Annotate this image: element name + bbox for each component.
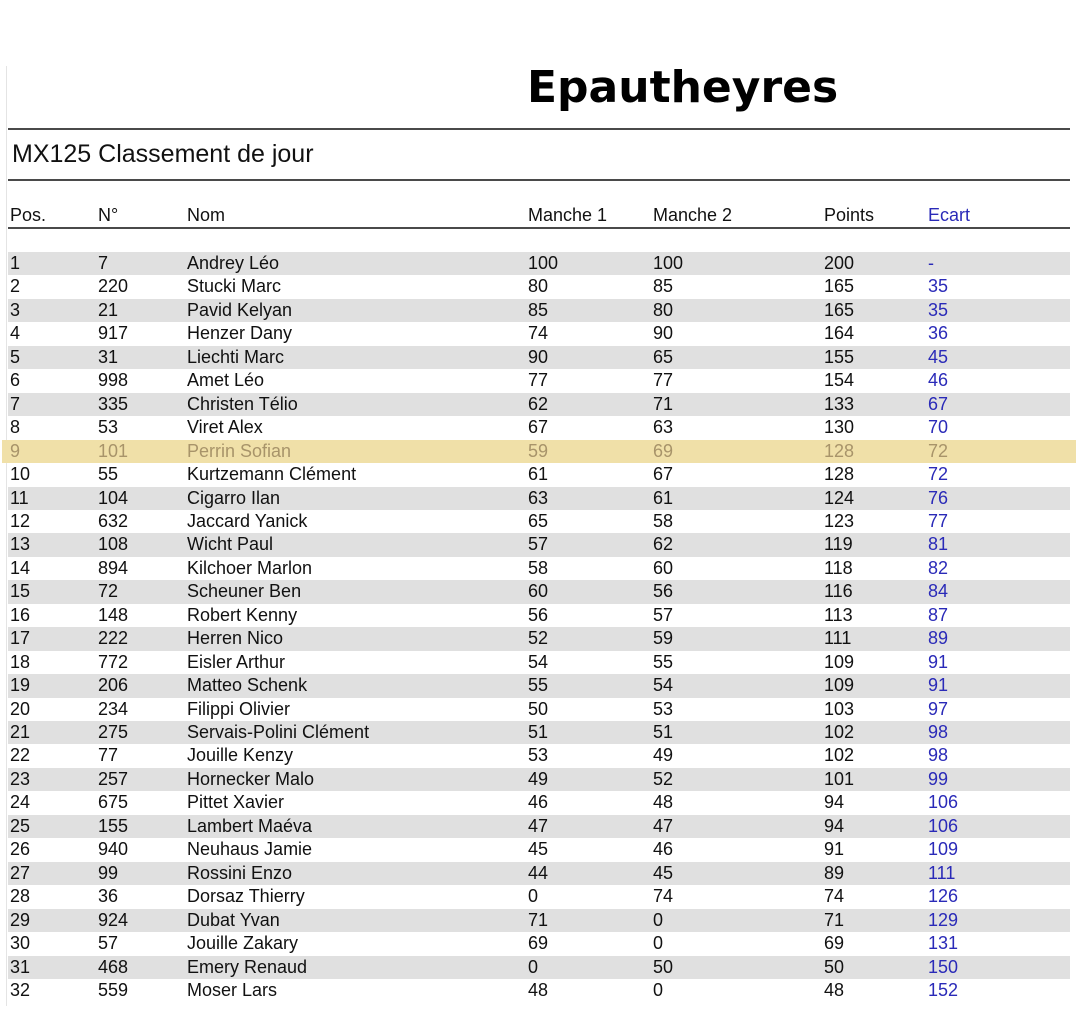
cell-ecart: 131 (928, 933, 959, 954)
cell-manche-2: 51 (653, 722, 674, 742)
table-row (8, 627, 1070, 650)
cell-ecart: 129 (928, 909, 959, 930)
cell-ecart: 126 (928, 886, 959, 907)
cell-ecart: 36 (928, 323, 949, 344)
cell-ecart: 91 (928, 675, 949, 696)
table-row (8, 604, 1070, 627)
table-row (8, 698, 1070, 721)
cell-manche-1: 59 (528, 440, 549, 461)
cell-ecart: 35 (928, 276, 949, 297)
cell-points: 130 (824, 417, 855, 438)
cell-name: Robert Kenny (187, 604, 298, 625)
table-header (0, 203, 1080, 227)
cell-pos: 28 (10, 886, 31, 907)
cell-manche-2: 65 (653, 346, 674, 367)
cell-pos: 17 (10, 628, 31, 649)
cell-manche-1: 61 (528, 464, 549, 485)
cell-pos: 12 (10, 510, 31, 531)
table-row (8, 275, 1070, 298)
table-row (8, 932, 1070, 955)
cell-points: 155 (824, 346, 855, 367)
table-row (8, 909, 1070, 932)
cell-pos: 19 (10, 675, 31, 696)
header-points: Points (824, 205, 875, 225)
cell-points: 111 (824, 628, 852, 649)
cell-manche-1: 63 (528, 487, 549, 508)
header-pos: Pos. (10, 205, 47, 225)
cell-pos: 5 (10, 346, 21, 367)
cell-number: 257 (98, 768, 129, 789)
cell-manche-2: 58 (653, 510, 674, 531)
cell-manche-1: 52 (528, 628, 549, 649)
cell-manche-1: 47 (528, 815, 549, 836)
table-row (8, 510, 1070, 533)
cell-name: Amet Léo (187, 370, 265, 391)
table-row (8, 815, 1070, 838)
cell-number: 675 (98, 792, 129, 813)
cell-number: 940 (98, 839, 129, 860)
classification-title: MX125 Classement de jour (12, 140, 314, 168)
cell-number: 559 (98, 979, 129, 1000)
cell-manche-2: 60 (653, 557, 674, 578)
cell-ecart: 70 (928, 417, 949, 438)
cell-points: 119 (824, 534, 853, 555)
cell-name: Dorsaz Thierry (187, 886, 305, 907)
cell-ecart: 150 (928, 956, 959, 977)
cell-manche-1: 48 (528, 979, 549, 1000)
cell-pos: 31 (10, 956, 31, 977)
header-number: N° (98, 205, 119, 225)
cell-pos: 3 (10, 299, 21, 320)
cell-number: 206 (98, 675, 129, 696)
cell-manche-2: 0 (653, 979, 664, 1000)
cell-manche-1: 65 (528, 510, 549, 531)
cell-ecart: 76 (928, 487, 949, 508)
cell-manche-1: 55 (528, 675, 549, 696)
cell-pos: 13 (10, 534, 31, 555)
divider-header (8, 227, 1070, 229)
table-row (8, 580, 1070, 603)
table-row (8, 979, 1070, 1002)
table-row (8, 322, 1070, 345)
cell-manche-1: 69 (528, 933, 549, 954)
cell-ecart: 109 (928, 839, 959, 860)
cell-name: Moser Lars (187, 979, 278, 1000)
cell-pos: 32 (10, 979, 31, 1000)
cell-name: Scheuner Ben (187, 581, 302, 602)
cell-manche-1: 67 (528, 417, 549, 438)
cell-manche-2: 100 (653, 253, 684, 273)
cell-manche-1: 49 (528, 768, 549, 789)
cell-manche-1: 100 (528, 253, 559, 273)
cell-points: 91 (824, 839, 845, 860)
table-row (8, 768, 1070, 791)
cell-name: Herren Nico (187, 628, 284, 649)
cell-manche-1: 71 (528, 909, 549, 930)
cell-manche-1: 45 (528, 839, 549, 860)
cell-manche-1: 50 (528, 698, 549, 719)
cell-points: 89 (824, 862, 845, 883)
cell-points: 102 (824, 745, 855, 766)
cell-number: 36 (98, 886, 119, 907)
cell-name: Rossini Enzo (187, 862, 293, 883)
cell-ecart: 106 (928, 815, 959, 836)
cell-ecart: 82 (928, 557, 949, 578)
cell-points: 133 (824, 393, 855, 414)
cell-pos: 11 (10, 487, 29, 508)
cell-pos: 9 (10, 440, 21, 461)
cell-name: Lambert Maéva (187, 815, 313, 836)
cell-ecart: 45 (928, 346, 949, 367)
cell-manche-1: 53 (528, 745, 549, 766)
cell-pos: 27 (10, 862, 31, 883)
cell-name: Christen Télio (187, 393, 298, 414)
cell-pos: 2 (10, 276, 21, 297)
divider-top (8, 128, 1070, 130)
cell-ecart: 98 (928, 745, 949, 766)
cell-name: Jaccard Yanick (187, 510, 308, 531)
cell-ecart: - (928, 253, 934, 273)
cell-number: 31 (98, 346, 119, 367)
cell-manche-2: 61 (653, 487, 674, 508)
cell-points: 69 (824, 933, 845, 954)
cell-points: 109 (824, 675, 855, 696)
cell-number: 222 (98, 628, 129, 649)
cell-number: 21 (98, 299, 119, 320)
cell-ecart: 87 (928, 604, 949, 625)
table-row (8, 369, 1070, 392)
cell-points: 102 (824, 722, 855, 742)
cell-pos: 18 (10, 651, 31, 672)
cell-ecart: 46 (928, 370, 949, 391)
cell-name: Stucki Marc (187, 276, 282, 297)
cell-number: 57 (98, 933, 119, 954)
cell-points: 124 (824, 487, 855, 508)
cell-points: 154 (824, 370, 855, 391)
cell-points: 165 (824, 276, 855, 297)
cell-pos: 8 (10, 417, 21, 438)
cell-pos: 15 (10, 581, 31, 602)
cell-ecart: 97 (928, 698, 949, 719)
header-ecart: Ecart (928, 205, 971, 225)
cell-manche-2: 90 (653, 323, 674, 344)
cell-manche-1: 77 (528, 370, 549, 391)
table-row (8, 299, 1070, 322)
cell-manche-2: 63 (653, 417, 674, 438)
cell-number: 275 (98, 722, 129, 742)
cell-name: Cigarro Ilan (187, 487, 281, 508)
cell-pos: 25 (10, 815, 31, 836)
cell-number: 155 (98, 815, 129, 836)
cell-points: 103 (824, 698, 855, 719)
cell-manche-2: 59 (653, 628, 674, 649)
cell-manche-1: 58 (528, 557, 549, 578)
table-row (8, 721, 1070, 744)
cell-points: 94 (824, 815, 845, 836)
cell-manche-2: 62 (653, 534, 674, 555)
cell-ecart: 77 (928, 510, 949, 531)
cell-name: Emery Renaud (187, 956, 308, 977)
cell-manche-1: 57 (528, 534, 549, 555)
cell-points: 113 (824, 604, 853, 625)
cell-ecart: 111 (928, 862, 956, 883)
cell-number: 53 (98, 417, 119, 438)
cell-points: 48 (824, 979, 845, 1000)
table-row (8, 674, 1070, 697)
table-row (8, 416, 1070, 439)
cell-manche-2: 48 (653, 792, 674, 813)
cell-name: Wicht Paul (187, 534, 274, 555)
cell-number: 772 (98, 651, 129, 672)
cell-ecart: 152 (928, 979, 959, 1000)
cell-manche-2: 85 (653, 276, 674, 297)
cell-manche-1: 46 (528, 792, 549, 813)
cell-ecart: 106 (928, 792, 959, 813)
cell-name: Andrey Léo (187, 253, 280, 273)
cell-manche-1: 90 (528, 346, 549, 367)
cell-pos: 29 (10, 909, 31, 930)
cell-ecart: 81 (928, 534, 949, 555)
cell-points: 109 (824, 651, 855, 672)
cell-ecart: 67 (928, 393, 949, 414)
cell-manche-2: 67 (653, 464, 674, 485)
cell-pos: 22 (10, 745, 31, 766)
cell-pos: 30 (10, 933, 31, 954)
cell-manche-1: 54 (528, 651, 549, 672)
table-row (2, 440, 1076, 463)
cell-ecart: 72 (928, 440, 949, 461)
table-row (8, 487, 1070, 510)
cell-pos: 26 (10, 839, 31, 860)
cell-name: Viret Alex (187, 417, 263, 438)
cell-number: 72 (98, 581, 119, 602)
cell-manche-2: 74 (653, 886, 674, 907)
cell-pos: 4 (10, 323, 21, 344)
cell-pos: 6 (10, 370, 21, 391)
cell-manche-1: 44 (528, 862, 549, 883)
cell-name: Kurtzemann Clément (187, 464, 357, 485)
cell-manche-1: 80 (528, 276, 549, 297)
cell-manche-2: 50 (653, 956, 674, 977)
cell-number: 924 (98, 909, 129, 930)
table-row (8, 956, 1070, 979)
cell-ecart: 89 (928, 628, 949, 649)
cell-points: 118 (824, 557, 853, 578)
table-row (8, 252, 1070, 275)
cell-manche-2: 0 (653, 909, 664, 930)
cell-name: Dubat Yvan (187, 909, 280, 930)
cell-manche-1: 51 (528, 722, 549, 742)
cell-manche-1: 74 (528, 323, 549, 344)
cell-name: Hornecker Malo (187, 768, 315, 789)
cell-manche-2: 0 (653, 933, 664, 954)
table-row (8, 393, 1070, 416)
header-manche-2: Manche 2 (653, 205, 733, 225)
table-row (8, 744, 1070, 767)
cell-manche-2: 80 (653, 299, 674, 320)
cell-number: 220 (98, 276, 129, 297)
cell-manche-2: 56 (653, 581, 674, 602)
cell-name: Kilchoer Marlon (187, 557, 313, 578)
table-row (8, 533, 1070, 556)
cell-number: 998 (98, 370, 129, 391)
cell-points: 94 (824, 792, 845, 813)
cell-ecart: 72 (928, 464, 949, 485)
cell-name: Henzer Dany (187, 323, 293, 344)
cell-ecart: 98 (928, 722, 949, 742)
table-row (8, 557, 1070, 580)
cell-number: 917 (98, 323, 129, 344)
cell-pos: 21 (10, 722, 31, 742)
cell-number: 894 (98, 557, 129, 578)
cell-number: 99 (98, 862, 119, 883)
cell-number: 7 (98, 253, 109, 273)
cell-name: Eisler Arthur (187, 651, 286, 672)
cell-manche-2: 53 (653, 698, 674, 719)
divider-middle (8, 179, 1070, 181)
cell-number: 55 (98, 464, 119, 485)
cell-number: 468 (98, 956, 129, 977)
cell-points: 128 (824, 440, 855, 461)
table-row (8, 862, 1070, 885)
cell-pos: 23 (10, 768, 31, 789)
cell-pos: 16 (10, 604, 31, 625)
cell-ecart: 84 (928, 581, 949, 602)
table-row (8, 651, 1070, 674)
cell-points: 74 (824, 886, 845, 907)
cell-manche-1: 60 (528, 581, 549, 602)
cell-manche-2: 55 (653, 651, 674, 672)
cell-ecart: 35 (928, 299, 949, 320)
cell-manche-1: 0 (528, 956, 539, 977)
table-row (8, 791, 1070, 814)
cell-number: 104 (98, 487, 129, 508)
cell-name: Perrin Sofian (187, 440, 292, 461)
cell-manche-1: 0 (528, 886, 539, 907)
table-row (8, 838, 1070, 861)
cell-name: Servais-Polini Clément (187, 722, 370, 742)
cell-number: 234 (98, 698, 129, 719)
cell-points: 71 (824, 909, 845, 930)
cell-manche-2: 57 (653, 604, 674, 625)
cell-number: 108 (98, 534, 129, 555)
cell-pos: 1 (10, 253, 21, 273)
cell-points: 101 (824, 768, 855, 789)
cell-name: Pittet Xavier (187, 792, 285, 813)
cell-number: 77 (98, 745, 119, 766)
cell-manche-1: 85 (528, 299, 549, 320)
cell-points: 128 (824, 464, 855, 485)
cell-manche-2: 46 (653, 839, 674, 860)
cell-name: Jouille Kenzy (187, 745, 294, 766)
cell-pos: 20 (10, 698, 31, 719)
cell-manche-2: 54 (653, 675, 674, 696)
cell-ecart: 91 (928, 651, 949, 672)
cell-pos: 14 (10, 557, 31, 578)
cell-number: 148 (98, 604, 129, 625)
cell-name: Jouille Zakary (187, 933, 299, 954)
header-name: Nom (187, 205, 226, 225)
cell-name: Liechti Marc (187, 346, 285, 367)
cell-number: 101 (98, 440, 129, 461)
event-title: Epautheyres (527, 62, 839, 113)
cell-name: Neuhaus Jamie (187, 839, 313, 860)
cell-pos: 10 (10, 464, 31, 485)
header-manche-1: Manche 1 (528, 205, 608, 225)
cell-points: 123 (824, 510, 855, 531)
cell-manche-2: 45 (653, 862, 674, 883)
cell-ecart: 99 (928, 768, 949, 789)
cell-manche-1: 56 (528, 604, 549, 625)
cell-pos: 24 (10, 792, 31, 813)
cell-number: 335 (98, 393, 129, 414)
cell-name: Matteo Schenk (187, 675, 308, 696)
cell-manche-2: 47 (653, 815, 674, 836)
cell-points: 50 (824, 956, 845, 977)
cell-pos: 7 (10, 393, 21, 414)
table-row (8, 885, 1070, 908)
cell-name: Pavid Kelyan (187, 299, 293, 320)
cell-manche-1: 62 (528, 393, 549, 414)
cell-points: 165 (824, 299, 855, 320)
cell-manche-2: 77 (653, 370, 674, 391)
cell-manche-2: 71 (653, 393, 674, 414)
cell-number: 632 (98, 510, 129, 531)
cell-manche-2: 69 (653, 440, 674, 461)
cell-manche-2: 49 (653, 745, 674, 766)
cell-points: 164 (824, 323, 855, 344)
cell-points: 200 (824, 253, 855, 273)
table-row (8, 463, 1070, 486)
cell-name: Filippi Olivier (187, 698, 291, 719)
table-row (8, 346, 1070, 369)
cell-points: 116 (824, 581, 853, 602)
cell-manche-2: 52 (653, 768, 674, 789)
